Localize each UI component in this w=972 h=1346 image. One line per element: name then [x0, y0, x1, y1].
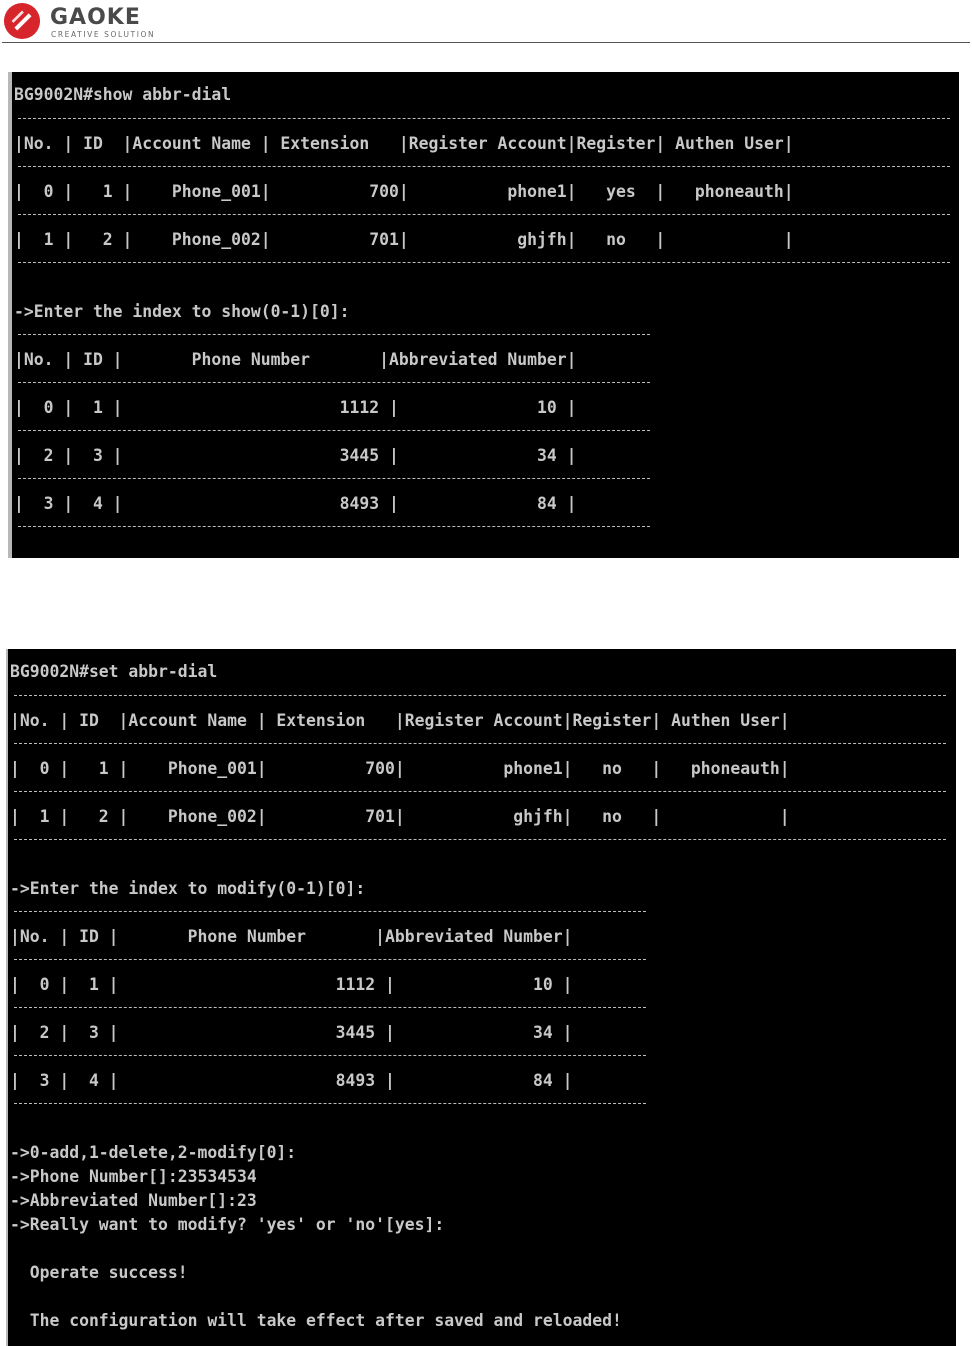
abbreviated-number-prompt: ->Abbreviated Number[]:23 — [10, 1191, 257, 1210]
account-table-header: |No. | ID |Account Name | Extension |Register Account|Register| Authen User| — [10, 711, 790, 730]
document-header — [0, 0, 972, 44]
table-row: | 0 | 1 | Phone_001| 700| phone1| yes | phoneauth| — [14, 182, 794, 201]
logo-tagline: CREATIVE SOLUTION — [51, 30, 156, 39]
table-row: | 3 | 4 | 8493 | 84 | — [14, 494, 577, 513]
logo-name: GAOKE — [50, 5, 141, 30]
table-row: | 0 | 1 | Phone_001| 700| phone1| no | phoneauth| — [10, 759, 790, 778]
table-border — [14, 911, 646, 913]
table-border — [18, 214, 950, 216]
table-border — [14, 1103, 646, 1105]
index-prompt: ->Enter the index to show(0-1)[0]: — [14, 302, 350, 321]
config-note: The configuration will take effect after saved and reloaded! — [10, 1311, 622, 1330]
command-line: BG9002N#set abbr-dial — [10, 662, 218, 681]
terminal-set-abbr-dial — [6, 649, 956, 1346]
account-table-header: |No. | ID |Account Name | Extension |Register Account|Register| Authen User| — [14, 134, 794, 153]
table-row: | 2 | 3 | 3445 | 34 | — [10, 1023, 573, 1042]
table-border — [18, 118, 950, 120]
table-border — [18, 526, 650, 528]
table-border — [14, 1007, 646, 1009]
table-row: | 2 | 3 | 3445 | 34 | — [14, 446, 577, 465]
table-border — [18, 166, 950, 168]
table-row: | 0 | 1 | 1112 | 10 | — [14, 398, 577, 417]
table-border — [14, 839, 946, 841]
table-row: | 1 | 2 | Phone_002| 701| ghjfh| no | | — [10, 807, 790, 826]
abbr-table-header: |No. | ID | Phone Number |Abbreviated Number| — [14, 350, 577, 369]
index-prompt: ->Enter the index to modify(0-1)[0]: — [10, 879, 366, 898]
gaoke-logo-icon — [3, 2, 41, 40]
table-row: | 3 | 4 | 8493 | 84 | — [10, 1071, 573, 1090]
action-prompt: ->0-add,1-delete,2-modify[0]: — [10, 1143, 297, 1162]
terminal-show-abbr-dial — [8, 72, 959, 558]
table-border — [14, 743, 946, 745]
table-border — [18, 382, 650, 384]
command-line: BG9002N#show abbr-dial — [14, 85, 232, 104]
table-border — [18, 430, 650, 432]
table-border — [14, 1055, 646, 1057]
phone-number-prompt: ->Phone Number[]:23534534 — [10, 1167, 257, 1186]
table-row: | 0 | 1 | 1112 | 10 | — [10, 975, 573, 994]
table-border — [14, 959, 646, 961]
table-border — [18, 334, 650, 336]
table-border — [18, 478, 650, 480]
table-border — [18, 262, 950, 264]
success-message: Operate success! — [10, 1263, 188, 1282]
table-border — [14, 695, 946, 697]
table-row: | 1 | 2 | Phone_002| 701| ghjfh| no | | — [14, 230, 794, 249]
header-divider — [2, 42, 970, 43]
table-border — [14, 791, 946, 793]
abbr-table-header: |No. | ID | Phone Number |Abbreviated Number| — [10, 927, 573, 946]
confirm-prompt: ->Really want to modify? 'yes' or 'no'[yes]: — [10, 1215, 445, 1234]
